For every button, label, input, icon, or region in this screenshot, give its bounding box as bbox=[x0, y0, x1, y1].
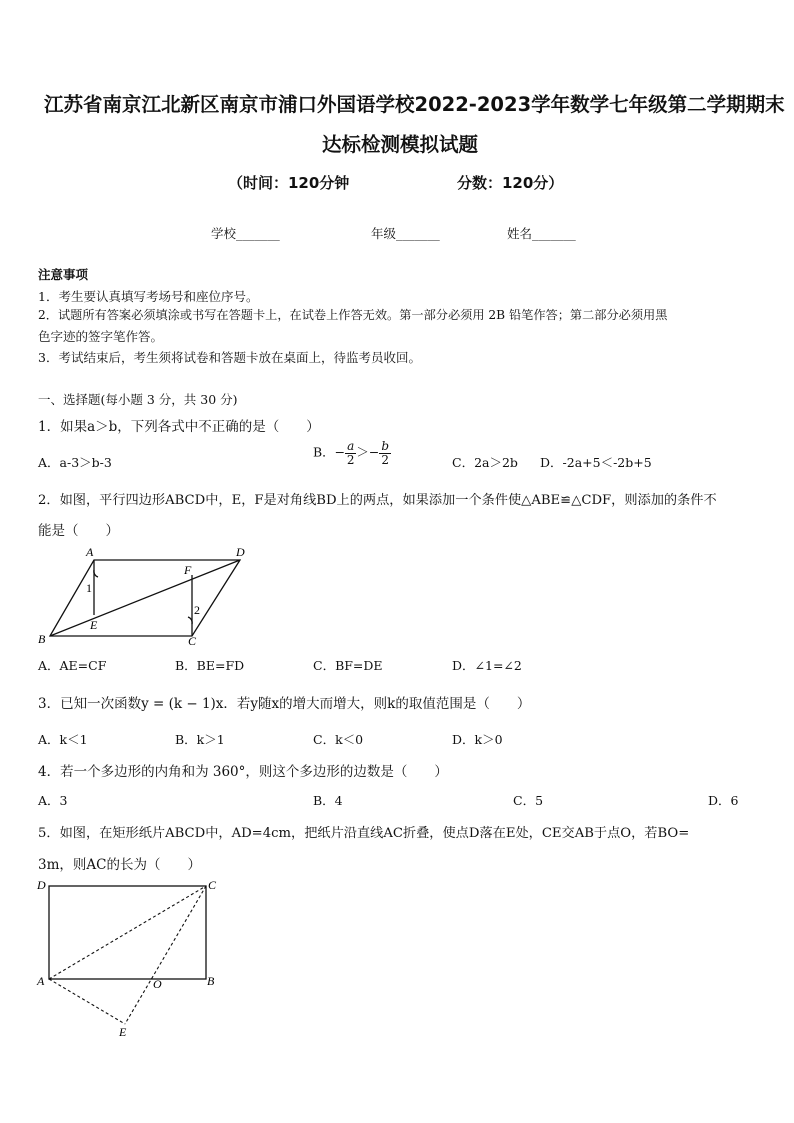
exam-time: （时间：120分钟 bbox=[228, 174, 350, 192]
q1-option-b-frac2 bbox=[379, 440, 391, 466]
q2-option-b[interactable]: B．BE=FD bbox=[175, 658, 245, 673]
q2-option-a[interactable]: A．AE=CF bbox=[38, 658, 107, 673]
fold-line-ac bbox=[49, 886, 206, 979]
school-field[interactable]: 学校_______ bbox=[211, 226, 280, 241]
grade-field[interactable]: 年级_______ bbox=[371, 226, 440, 241]
q5-figure bbox=[34, 874, 234, 1042]
q3-option-b[interactable]: B．k＞1 bbox=[175, 732, 225, 747]
q4-option-c[interactable]: C．5 bbox=[513, 793, 544, 808]
q1-stem: 1．如果a＞b，下列各式中不正确的是（ ） bbox=[38, 419, 320, 435]
q2-option-c[interactable]: C．BF=DE bbox=[313, 658, 383, 673]
fig2-label-2: 2 bbox=[194, 603, 200, 617]
name-field[interactable]: 姓名_______ bbox=[507, 226, 576, 241]
section-heading: 一、选择题(每小题 3 分，共 30 分) bbox=[38, 392, 238, 407]
q4-option-b[interactable]: B．4 bbox=[313, 793, 343, 808]
q2-figure bbox=[34, 544, 254, 648]
exam-score: 分数：120分） bbox=[457, 174, 564, 192]
q2-option-d[interactable]: D．∠1=∠2 bbox=[452, 658, 522, 673]
fig2-label-b: B bbox=[38, 632, 46, 646]
q4-option-d[interactable]: D．6 bbox=[708, 793, 739, 808]
q4-option-a[interactable]: A．3 bbox=[38, 793, 68, 808]
q4-stem: 4．若一个多边形的内角和为 360°，则这个多边形的边数是（ ） bbox=[38, 764, 448, 780]
notice-heading: 注意事项 bbox=[38, 267, 89, 282]
segment-ae bbox=[49, 979, 125, 1024]
q2-stem: 2．如图，平行四边形ABCD中，E，F是对角线BD上的两点，如果添加一个条件使△ABE≌△CDF，则添加的条件不 bbox=[38, 493, 717, 508]
q1-b-den1: 2 bbox=[346, 452, 355, 467]
q1-option-a[interactable]: A．a-3＞b-3 bbox=[38, 455, 112, 470]
q1-option-b-prefix: B．− bbox=[313, 444, 346, 460]
fig5-label-o: O bbox=[153, 977, 162, 991]
q5-stem: 5．如图，在矩形纸片ABCD中，AD=4cm，把纸片沿直线AC折叠，使点D落在E处，CE交AB于点O，若BO= bbox=[38, 826, 690, 841]
q1-b-num1: a bbox=[347, 439, 355, 453]
fig5-label-d: D bbox=[37, 878, 46, 892]
q3-option-a[interactable]: A．k＜1 bbox=[38, 732, 88, 747]
fig2-label-1: 1 bbox=[86, 581, 92, 595]
segment-ce bbox=[125, 886, 206, 1024]
fig5-label-b: B bbox=[207, 974, 215, 988]
q1-option-b-frac1 bbox=[345, 440, 356, 466]
notice-item-2-cont: 色字迹的签字笔作答。 bbox=[38, 329, 164, 344]
notice-item-3: 3．考试结束后，考生须将试卷和答题卡放在桌面上，待监考员收回。 bbox=[38, 350, 421, 365]
notice-item-1: 1．考生要认真填写考场号和座位序号。 bbox=[38, 289, 259, 304]
q5-stem-cont: 3m，则AC的长为（ ） bbox=[38, 857, 201, 873]
q2-stem-cont: 能是（ ） bbox=[38, 523, 119, 539]
fig2-label-c: C bbox=[188, 634, 197, 648]
fig5-label-e: E bbox=[119, 1025, 127, 1039]
fig5-label-a: A bbox=[37, 974, 45, 988]
q1-b-den2: 2 bbox=[381, 452, 389, 467]
q1-option-b[interactable] bbox=[313, 440, 391, 466]
q1-option-b-mid: ＞− bbox=[356, 444, 380, 460]
fig5-label-c: C bbox=[208, 878, 217, 892]
q3-option-c[interactable]: C．k＜0 bbox=[313, 732, 364, 747]
fig2-label-f: F bbox=[184, 563, 192, 577]
exam-title-line2: 达标检测模拟试题 bbox=[322, 133, 479, 156]
q1-b-num2: b bbox=[381, 439, 389, 453]
q1-option-c[interactable]: C．2a＞2b bbox=[452, 455, 518, 470]
fig2-label-a: A bbox=[86, 545, 94, 559]
fig2-label-e: E bbox=[90, 618, 98, 632]
notice-item-2: 2．试题所有答案必须填涂或书写在答题卡上，在试卷上作答无效。第一部分必须用 2B 铅笔作答；第二部分必须用黑 bbox=[38, 308, 668, 322]
diagonal-bd bbox=[50, 560, 240, 636]
fig2-label-d: D bbox=[236, 545, 245, 559]
q3-option-d[interactable]: D．k＞0 bbox=[452, 732, 503, 747]
exam-title-line1: 江苏省南京江北新区南京市浦口外国语学校2022-2023学年数学七年级第二学期期末 bbox=[44, 93, 785, 116]
q3-stem: 3．已知一次函数y = (k − 1)x．若y随x的增大而增大，则k的取值范围是（ ） bbox=[38, 696, 531, 712]
q1-option-d[interactable]: D．-2a+5＜-2b+5 bbox=[540, 455, 652, 470]
